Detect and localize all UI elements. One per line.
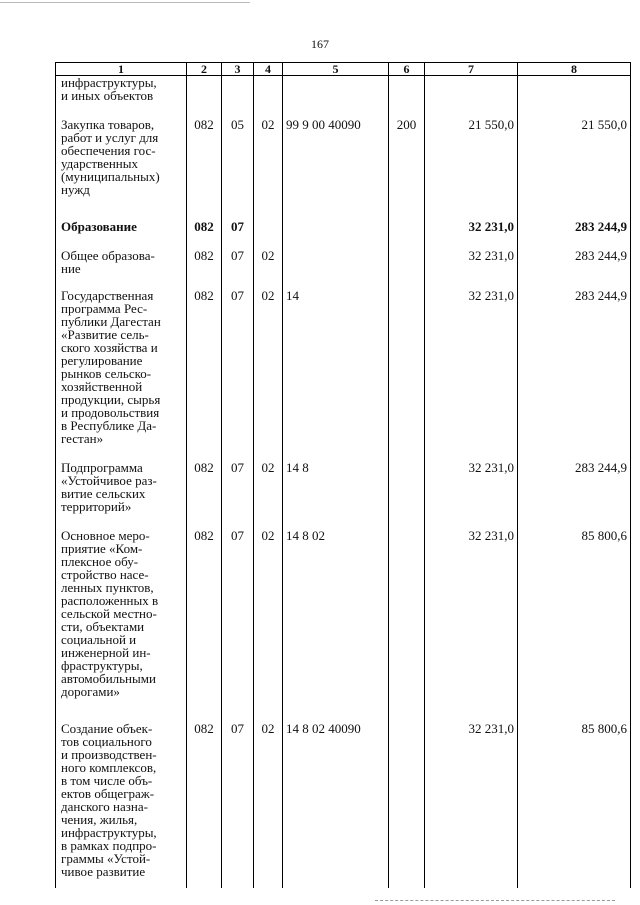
- target-article-code: 14 8 02: [283, 529, 389, 722]
- row-name-line: автомобильными: [61, 671, 156, 686]
- amount-col7: 32 231,0: [425, 249, 518, 289]
- admin-code: 082: [187, 249, 222, 289]
- row-name-line: Основное меро-: [61, 528, 150, 543]
- row-name-line: Закупка товаров,: [61, 117, 155, 132]
- row-name-line: Образование: [61, 219, 137, 234]
- table-row: [56, 722, 631, 888]
- subsection-code: [254, 76, 283, 119]
- amount-col8: 283 244,9: [518, 249, 631, 289]
- row-name-line: расположенных в: [61, 593, 159, 608]
- header-cell: 5: [283, 63, 389, 76]
- expense-type-code: [389, 529, 425, 722]
- amount-col7: 21 550,0: [425, 118, 518, 220]
- table-body: [56, 76, 631, 889]
- header-cell: 7: [425, 63, 518, 76]
- row-name-line: хозяйственной: [61, 379, 143, 394]
- admin-code: 082: [187, 118, 222, 220]
- row-name-line: «Развитие сель-: [61, 327, 149, 342]
- row-name-line: инженерной ин-: [61, 645, 151, 660]
- row-name-line: в рамках подпро-: [61, 838, 157, 853]
- target-article-code: 99 9 00 40090: [283, 118, 389, 220]
- row-name-line: «Устойчивое раз-: [61, 473, 157, 488]
- top-rule: [0, 2, 250, 3]
- row-name: [56, 529, 187, 722]
- expense-type-code: [389, 722, 425, 888]
- expense-type-code: [389, 289, 425, 461]
- subsection-code: 02: [254, 722, 283, 888]
- table-row: [56, 529, 631, 722]
- admin-code: 082: [187, 289, 222, 461]
- row-name-line: витие сельских: [61, 486, 146, 501]
- admin-code: 082: [187, 461, 222, 529]
- row-name: [56, 289, 187, 461]
- header-cell: 4: [254, 63, 283, 76]
- table-row: [56, 220, 631, 249]
- table-row: [56, 118, 631, 220]
- row-name-line: тов социального: [61, 734, 152, 749]
- row-name-line: дорогами»: [61, 684, 120, 699]
- table-row: [56, 289, 631, 461]
- row-name-line: социальной и: [61, 632, 137, 647]
- row-name-line: Государственная: [61, 288, 154, 303]
- subsection-code: 02: [254, 289, 283, 461]
- row-name-line: инфраструктуры,: [61, 825, 157, 840]
- target-article-code: 14 8: [283, 461, 389, 529]
- amount-col8: [518, 76, 631, 119]
- expense-type-code: [389, 220, 425, 249]
- row-name-line: обеспечения гос-: [61, 143, 156, 158]
- admin-code: 082: [187, 529, 222, 722]
- expense-type-code: [389, 461, 425, 529]
- row-name-line: чивое развитие: [61, 864, 146, 879]
- bottom-rule: [375, 900, 615, 902]
- row-name-line: регулирование: [61, 353, 143, 368]
- row-name-line: сельской местно-: [61, 606, 157, 621]
- row-name-line: и производствен-: [61, 747, 157, 762]
- section-code: [222, 76, 254, 119]
- section-code: 05: [222, 118, 254, 220]
- admin-code: 082: [187, 722, 222, 888]
- row-name-line: и иных объектов: [61, 88, 154, 103]
- row-name-line: ного комплексов,: [61, 760, 157, 775]
- header-row: [56, 63, 631, 76]
- target-article-code: 14: [283, 289, 389, 461]
- row-name-line: стройство насе-: [61, 567, 149, 582]
- row-name-line: Подпрограмма: [61, 460, 143, 475]
- expense-type-code: 200: [389, 118, 425, 220]
- row-name: [56, 118, 187, 220]
- row-name-line: ского хозяйства и: [61, 340, 158, 355]
- amount-col8: 21 550,0: [518, 118, 631, 220]
- subsection-code: 02: [254, 529, 283, 722]
- target-article-code: [283, 76, 389, 119]
- budget-table: [55, 62, 631, 888]
- amount-col7: 32 231,0: [425, 220, 518, 249]
- header-cell: 8: [518, 63, 631, 76]
- amount-col7: [425, 76, 518, 119]
- row-name: [56, 76, 187, 119]
- header-cell: 6: [389, 63, 425, 76]
- row-name-line: Создание объек-: [61, 721, 153, 736]
- table-row: [56, 461, 631, 529]
- row-name-line: граммы «Устой-: [61, 851, 151, 866]
- header-cell: 2: [187, 63, 222, 76]
- row-name-line: инфраструктуры,: [61, 75, 157, 90]
- section-code: 07: [222, 220, 254, 249]
- page-number: 167: [311, 37, 329, 51]
- amount-col7: 32 231,0: [425, 461, 518, 529]
- amount-col8: 283 244,9: [518, 289, 631, 461]
- row-name: [56, 461, 187, 529]
- row-name-line: сти, объектами: [61, 619, 145, 634]
- row-name-line: программа Рес-: [61, 301, 148, 316]
- table-row: [56, 249, 631, 289]
- row-name-line: нужд: [61, 182, 90, 197]
- subsection-code: 02: [254, 249, 283, 289]
- row-name-line: приятие «Ком-: [61, 541, 143, 556]
- row-name-line: работ и услуг для: [61, 130, 159, 145]
- row-name-line: данского назна-: [61, 799, 148, 814]
- row-name-line: ектов общеграж-: [61, 786, 155, 801]
- row-name: [56, 220, 187, 249]
- row-name-line: фраструктуры,: [61, 658, 143, 673]
- row-name-line: ленных пунктов,: [61, 580, 154, 595]
- row-name-line: чения, жилья,: [61, 812, 138, 827]
- row-name-line: в том числе объ-: [61, 773, 153, 788]
- section-code: 07: [222, 249, 254, 289]
- amount-col7: 32 231,0: [425, 529, 518, 722]
- target-article-code: [283, 220, 389, 249]
- row-name-line: в Республике Да-: [61, 418, 157, 433]
- subsection-code: [254, 220, 283, 249]
- subsection-code: 02: [254, 118, 283, 220]
- row-name-line: публики Дагестан: [61, 314, 161, 329]
- section-code: 07: [222, 461, 254, 529]
- target-article-code: 14 8 02 40090: [283, 722, 389, 888]
- expense-type-code: [389, 76, 425, 119]
- target-article-code: [283, 249, 389, 289]
- amount-col8: 85 800,6: [518, 722, 631, 888]
- row-name: [56, 722, 187, 888]
- admin-code: 082: [187, 220, 222, 249]
- row-name-line: и продовольствия: [61, 405, 160, 420]
- row-name-line: Общее образова-: [61, 248, 155, 263]
- section-code: 07: [222, 289, 254, 461]
- row-name-line: территорий»: [61, 499, 132, 514]
- row-name-line: продукции, сырья: [61, 392, 161, 407]
- row-name: [56, 249, 187, 289]
- table-row: [56, 76, 631, 119]
- section-code: 07: [222, 722, 254, 888]
- expense-type-code: [389, 249, 425, 289]
- amount-col7: 32 231,0: [425, 722, 518, 888]
- header-cell: 1: [56, 63, 187, 76]
- admin-code: [187, 76, 222, 119]
- row-name-line: гестан»: [61, 431, 104, 446]
- section-code: 07: [222, 529, 254, 722]
- amount-col7: 32 231,0: [425, 289, 518, 461]
- row-name-line: рынков сельско-: [61, 366, 152, 381]
- row-name-line: (муниципальных): [61, 169, 160, 184]
- amount-col8: 283 244,9: [518, 220, 631, 249]
- subsection-code: 02: [254, 461, 283, 529]
- row-name-line: плексное обу-: [61, 554, 139, 569]
- amount-col8: 85 800,6: [518, 529, 631, 722]
- header-cell: 3: [222, 63, 254, 76]
- row-name-line: ние: [61, 261, 81, 276]
- row-name-line: ударственных: [61, 156, 138, 171]
- amount-col8: 283 244,9: [518, 461, 631, 529]
